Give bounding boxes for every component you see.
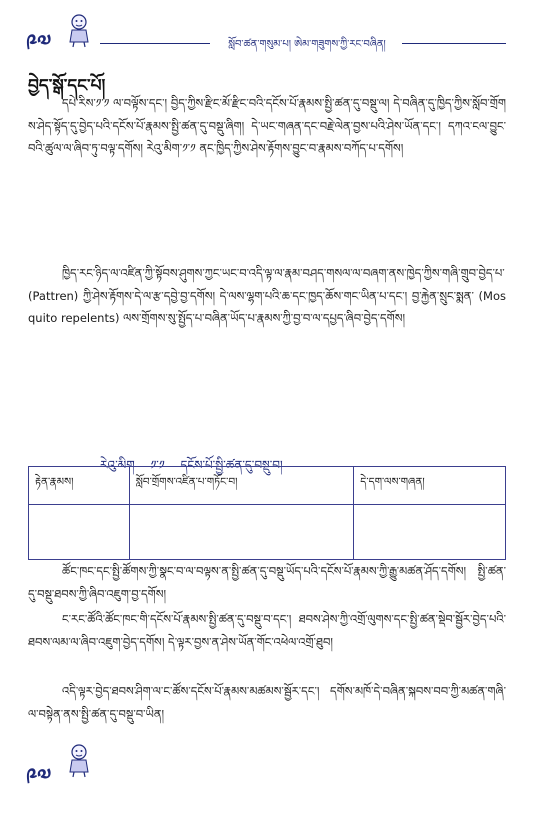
mascot-icon — [64, 742, 94, 778]
page-header — [0, 0, 535, 60]
classification-table — [28, 466, 506, 560]
page-number-top: ༩༧ — [26, 30, 52, 56]
table-cell[interactable] — [129, 505, 354, 560]
table-caption-title: དངོས་པོ་སྤྱི་ཚན་དུ་བསྡུ་བ། — [180, 458, 283, 472]
header-rule-left — [100, 43, 210, 44]
paragraph-5: འདི་ལྟར་བྱེད་ཐབས་ཤིག་ལ་ང་ཚོས་དངོས་པོ་རྣམས་མཚམས་སྦྱོར་དང་། དགོས་མཁོ་དེ་བཞིན་སྐབས་བབ་ཀྱི་མཚན་གཞི་ལ་བསྟེན་ནས་སྤྱི་ཚན་དུ་བསྡུ་བ་ཡིན། — [28, 684, 506, 721]
table-header-row — [29, 467, 506, 505]
table-header-cell: རྟེན་རྣམས། — [29, 467, 130, 505]
page-number-bottom: ༩༧ — [26, 764, 52, 790]
table-header-cell: དེ་དག་ལས་གཞན། — [354, 467, 506, 505]
paragraph-3: ཚོང་ཁང་དང་སྤྱི་ཚོགས་ཀྱི་སྣང་བ་ལ་བལྟས་ན་སྤྱི་ཚན་དུ་བསྡུ་ཡོད་པའི་དངོས་པོ་རྣམས་ཀྱི་རྒྱུ་མཚན་ཤོད་དགོས། སྤྱི་ཚན་དུ་བསྡུ་ཐབས་ཀྱི་ཞིབ་འཇུག་བྱ་དགོས། — [28, 564, 506, 601]
table-caption-label: རེའུ་མིག — [100, 458, 135, 472]
table-cell[interactable] — [29, 505, 130, 560]
mascot-icon — [64, 12, 94, 48]
table-header-cell: སློབ་གྲོགས་འཛིན་པ་གཏོང་བ། — [129, 467, 354, 505]
paragraph-2: ཁྱིད་རང་ཉིད་ལ་འཛིན་ཀྱི་སྟོབས་ཤུགས་ཀྱང་ཡང་བ་འདི་ལྟ་ལ་རྣམ་བཤད་གསལ་ལ་བཞག་ནས་ཁྱེད་ཀྱིས་གཞི་གྲུབ་བྱེད་པ་ (Pattren) ཀྱི་ཤེས་རྟོགས་དེ་ལ་རྩ་དབྱེ་བྱ་དགོས། དེ་ལས་ལྷག་པའི་ཆ་དང་ཁྱད་ཆོས་གང་ཡིན་པ་དང་། བྱ་རྐྱེན་སྲུང་སྨན་ (Mosquito repelents) ལས་གྲོགས་སུ་སྤྱོད་པ་བཞིན་ཡོད་པ་རྣམས་ཀྱི་བྱ་བ་ལ་དཔྱད་ཞིབ་བྱེད་དགོས། — [28, 266, 506, 325]
table-cell[interactable] — [354, 505, 506, 560]
section-title: བྱེད་སྒོ་དང་པོ། — [28, 76, 106, 96]
paragraph-1: དཔེ་རིས་༡་༡ ལ་བལྟོས་དང་། བྱིད་ཀྱིས་རྫིང་མོ་རྫིང་བའི་དངོས་པོ་རྣམས་སྤྱི་ཚན་དུ་བསྡུ་ལ། དེ་བཞིན་དུ་ཁྱིད་ཀྱིས་སློབ་གྲོགས་ཤེད་སྟོད་དུ་བྱེད་པའི་དངོས་པོ་རྣམས་སྤྱི་ཚན་དུ་བསྡུ་ཞིག། དེ་ཡང་གཞན་དང་བརྗེ་ལེན་བྱས་པའི་ཤེས་ཡོན་དང་། དཀའ་ངལ་བྱུང་བའི་ཚུལ་ལ་ཞིབ་ཏུ་བལྟ་དགོས། རེའུ་མིག་༡་༡ ནང་ཁྱིད་ཀྱིས་ཤེས་རྟོགས་བྱུང་བ་རྣམས་བཀོད་པ་དགོས། — [28, 96, 506, 155]
header-rule-right — [402, 43, 506, 44]
table-caption-number: ༡་༡ — [150, 458, 165, 472]
table-row — [29, 505, 506, 560]
paragraph-4: ང་རང་ཚོའི་ཚོང་ཁང་གི་དངོས་པོ་རྣམས་སྤྱི་ཚན་དུ་བསྡུ་བ་དང་། ཐབས་ཤེས་ཀྱི་འགྲོ་ལུགས་དང་སྤྱི་ཚན་སྡེབ་སྦྱོར་བྱེད་པའི་ཐབས་ལམ་ལ་ཞིབ་འཇུག་བྱེད་དགོས། དེ་ལྟར་བྱས་ན་ཤེས་ཡོན་གོང་འཕེལ་འགྲོ་ཐུབ། — [28, 612, 506, 649]
running-header-title: སློབ་ཚན་གསུམ་པ། ཨེམ་གཟུགས་ཀྱི་རང་བཞིན། — [228, 39, 386, 50]
